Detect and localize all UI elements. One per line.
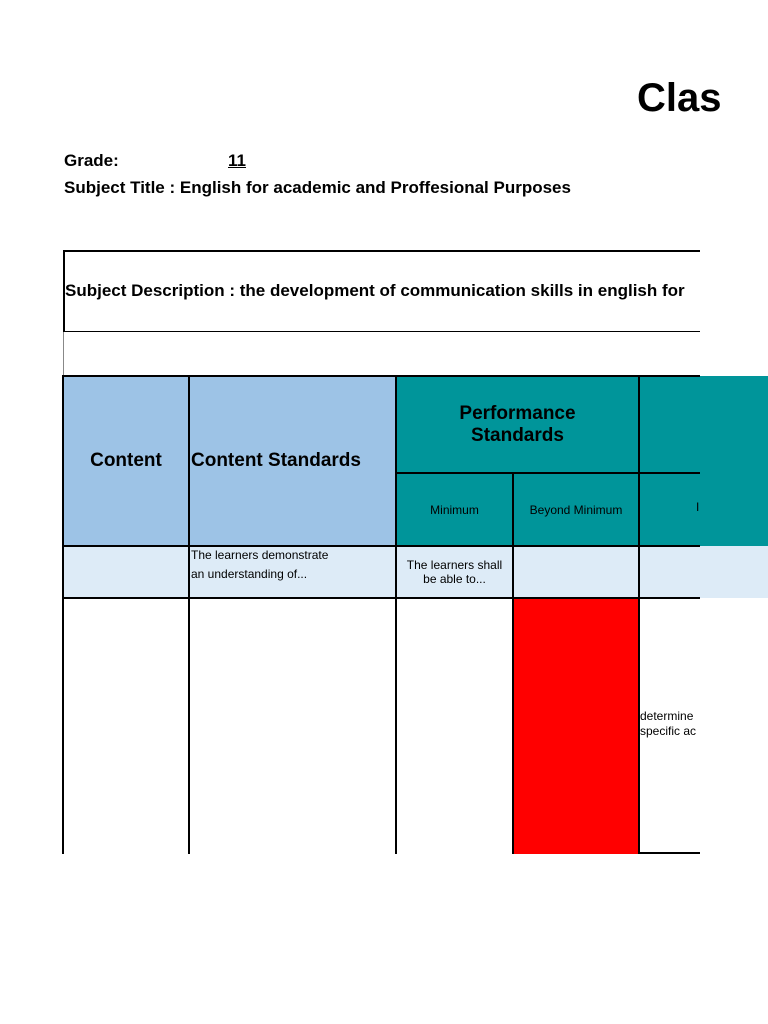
grid-line <box>395 472 700 474</box>
header-performance-standards <box>396 376 639 473</box>
grid-line <box>62 376 64 854</box>
grid-line <box>395 376 397 854</box>
grid-line <box>638 852 700 854</box>
grid-line <box>62 545 700 547</box>
competency-text: determine specific ac <box>640 709 697 738</box>
subheader-content-standards-cell <box>189 546 396 598</box>
subject-description: Subject Description : the development of communication skills in english for <box>65 281 685 300</box>
grid-line <box>188 376 190 854</box>
header-minimum <box>396 473 513 546</box>
header-beyond-minimum-label: Beyond Minimum <box>529 502 623 517</box>
grid-line <box>62 597 700 599</box>
grid-line <box>638 376 640 854</box>
highlight-red-cell <box>513 598 639 854</box>
grade-value: 11 <box>228 151 246 170</box>
grade-label: Grade: <box>64 151 119 170</box>
subject-title: Subject Title : English for academic and Proffesional Purposes <box>64 178 571 197</box>
subheader-content-cell <box>63 546 189 598</box>
subheader-minimum-cell <box>396 546 513 598</box>
header-partial-label: I <box>696 500 700 514</box>
header-content <box>63 376 189 546</box>
header-teal-extension <box>639 376 768 546</box>
header-performance-standards-label: Performance Standards <box>459 402 576 446</box>
subheader-beyond-minimum-cell <box>513 546 639 598</box>
header-beyond-minimum <box>513 473 639 546</box>
grid-line <box>512 473 514 854</box>
header-content-standards <box>189 376 396 546</box>
subheader-extension-cell <box>639 546 768 598</box>
subheader-minimum-text: The learners shall be able to... <box>406 558 503 586</box>
grid-line <box>62 375 700 377</box>
subject-description-box <box>63 250 700 332</box>
header-content-standards-label: Content Standards <box>191 450 361 471</box>
header-content-label: Content <box>90 450 162 471</box>
header-minimum-label: Minimum <box>430 502 479 517</box>
subheader-content-standards-text: The learners demonstrate an understanding of... <box>191 548 329 581</box>
blank-row <box>63 332 700 376</box>
document-title: Clas <box>637 76 722 120</box>
